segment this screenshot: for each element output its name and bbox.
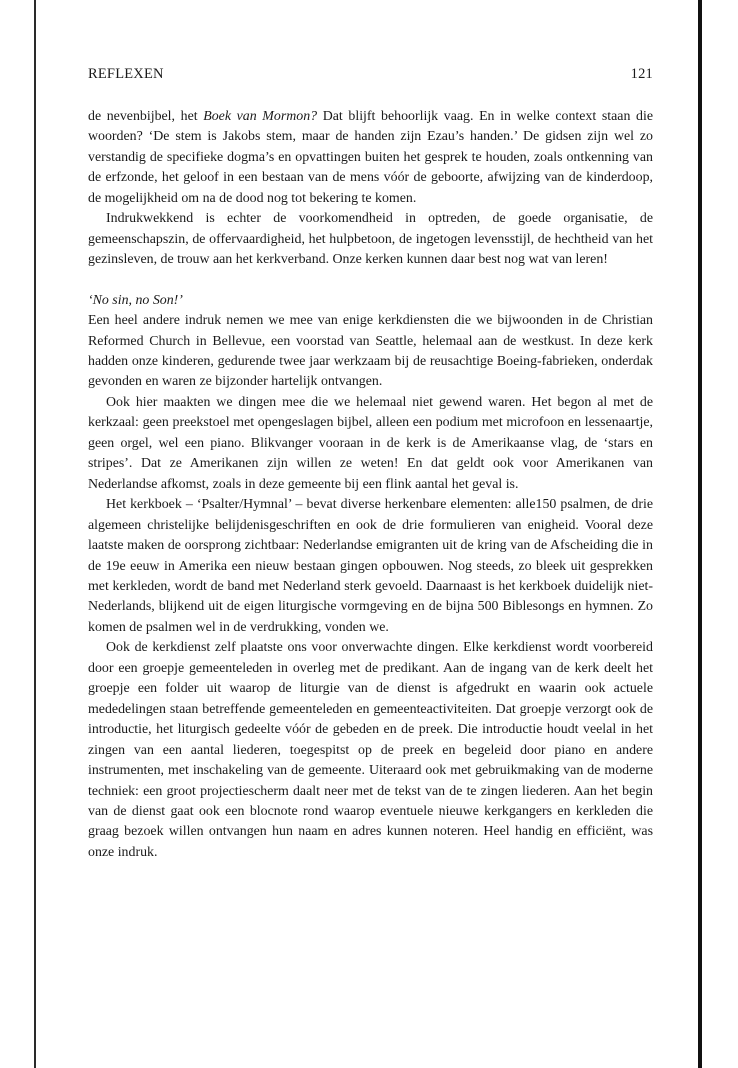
- paragraph: Ook de kerkdienst zelf plaatste ons voor onverwachte dingen. Elke kerkdienst wordt voorbereid door een groepje gemeenteleden in overleg met de predikant. Aan de ingang van de kerk deelt het groepje een folder uit waarop de liturgie van de dienst is afgedrukt en waarin ook actuele mededelingen staan betreffende gemeenteleden en gemeenteactiviteiten. Dat groepje verzorgt ook de introductie, het liturgisch gedeelte vóór de gebeden en de preek. Die introductie houdt veelal in het zingen van een aantal liederen, toegespitst op de preek en begeleid door piano en andere instrumenten, met inschakeling van de gemeente. Uiteraard ook met gebruikmaking van de moderne techniek: een groot projectiescherm daalt neer met de tekst van de te zingen liederen. Aan het begin van de dienst gaat ook een blocnote rond waarop eventuele nieuwe kerkgangers en kerkleden die graag bezoek willen ontvangen hun naam en adres kunnen noteren. Heel handig en efficiënt, was onze indruk.: [88, 640, 653, 860]
- paragraph-text: de nevenbijbel, het: [88, 109, 204, 124]
- paragraph: Een heel andere indruk nemen we mee van enige kerkdiensten die we bijwoonden in de Christian Reformed Church in Bellevue, een voorstad van Seattle, helemaal aan de westkust. In deze kerk hadden onze kinderen, gedurende twee jaar werkzaam bij de reusachtige Boeing-fabrieken, onderdak gevonden en waren ze bijzonder hartelijk ontvangen.: [88, 313, 653, 390]
- body-text: [88, 107, 653, 863]
- paragraph: Het kerkboek – ‘Psalter/Hymnal’ – bevat diverse herkenbare elementen: alle150 psalmen, de drie algemeen christelijke belijdenisgeschriften en ook de drie formulieren van enigheid. Vooral deze laatste maken de oorsprong zichtbaar: Nederlandse emigranten uit de kring van de Afscheiding die in de 19e eeuw in Amerika een nieuw bestaan gingen opbouwen. Nog steeds, zo bleek uit gesprekken met kerkleden, wordt de band met Nederland sterk gevoeld. Daarnaast is het kerkboek duidelijk niet-Nederlands, blijkend uit de eigen liturgische vormgeving en de bijna 500 Biblesongs en hymnen. Zo komen de psalmen wel in de verdrukking, vonden we.: [88, 497, 653, 635]
- paragraph: Indrukwekkend is echter de voorkomendheid in optreden, de goede organisatie, de gemeenschapszin, de offervaardigheid, het hulpbetoon, de ingetogen levensstijl, de hechtheid van het gezinsleven, de trouw aan het kerkverband. Onze kerken kunnen daar best nog wat van leren!: [88, 211, 653, 268]
- book-title-italic: Boek van Mormon?: [203, 109, 318, 124]
- page-number: 121: [630, 66, 653, 82]
- paragraph: Ook hier maakten we dingen mee die we helemaal niet gewend waren. Het begon al met de kerkzaal: geen preekstoel met opengeslagen bijbel, alleen een podium met microfoon en lessenaartje, geen orgel, wel een piano. Blikvanger vooraan in de kerk is de Amerikaanse vlag, de ‘stars en stripes’. Dat ze Amerikanen zijn willen ze weten! En dat geldt ook voor Amerikanen van Nederlandse afkomst, zoals in deze gemeente bij een flink aantal het geval is.: [88, 394, 653, 492]
- running-head-title: REFLEXEN: [88, 66, 164, 82]
- paragraph-continuation: [88, 107, 653, 209]
- section-heading: ‘No sin, no Son!’: [88, 292, 183, 308]
- page-left-edge-line: [34, 0, 36, 1068]
- paragraph-text: Dat blijft behoorlijk vaag. En in welke context staan die woorden? ‘De stem is Jakobs stem, maar de handen zijn Ezau’s handen.’ De gidsen zijn wel zo verstandig de specifieke dogma’s en opvattingen buiten het gesprek te houden, zoals ontkenning van de erfzonde, het geloof in een bestaan van de mens vóór de geboorte, afwijzing van de kinderdoop, de mogelijkheid om na de dood nog tot bekering te komen.: [88, 109, 653, 206]
- page-right-edge-line: [698, 0, 702, 1068]
